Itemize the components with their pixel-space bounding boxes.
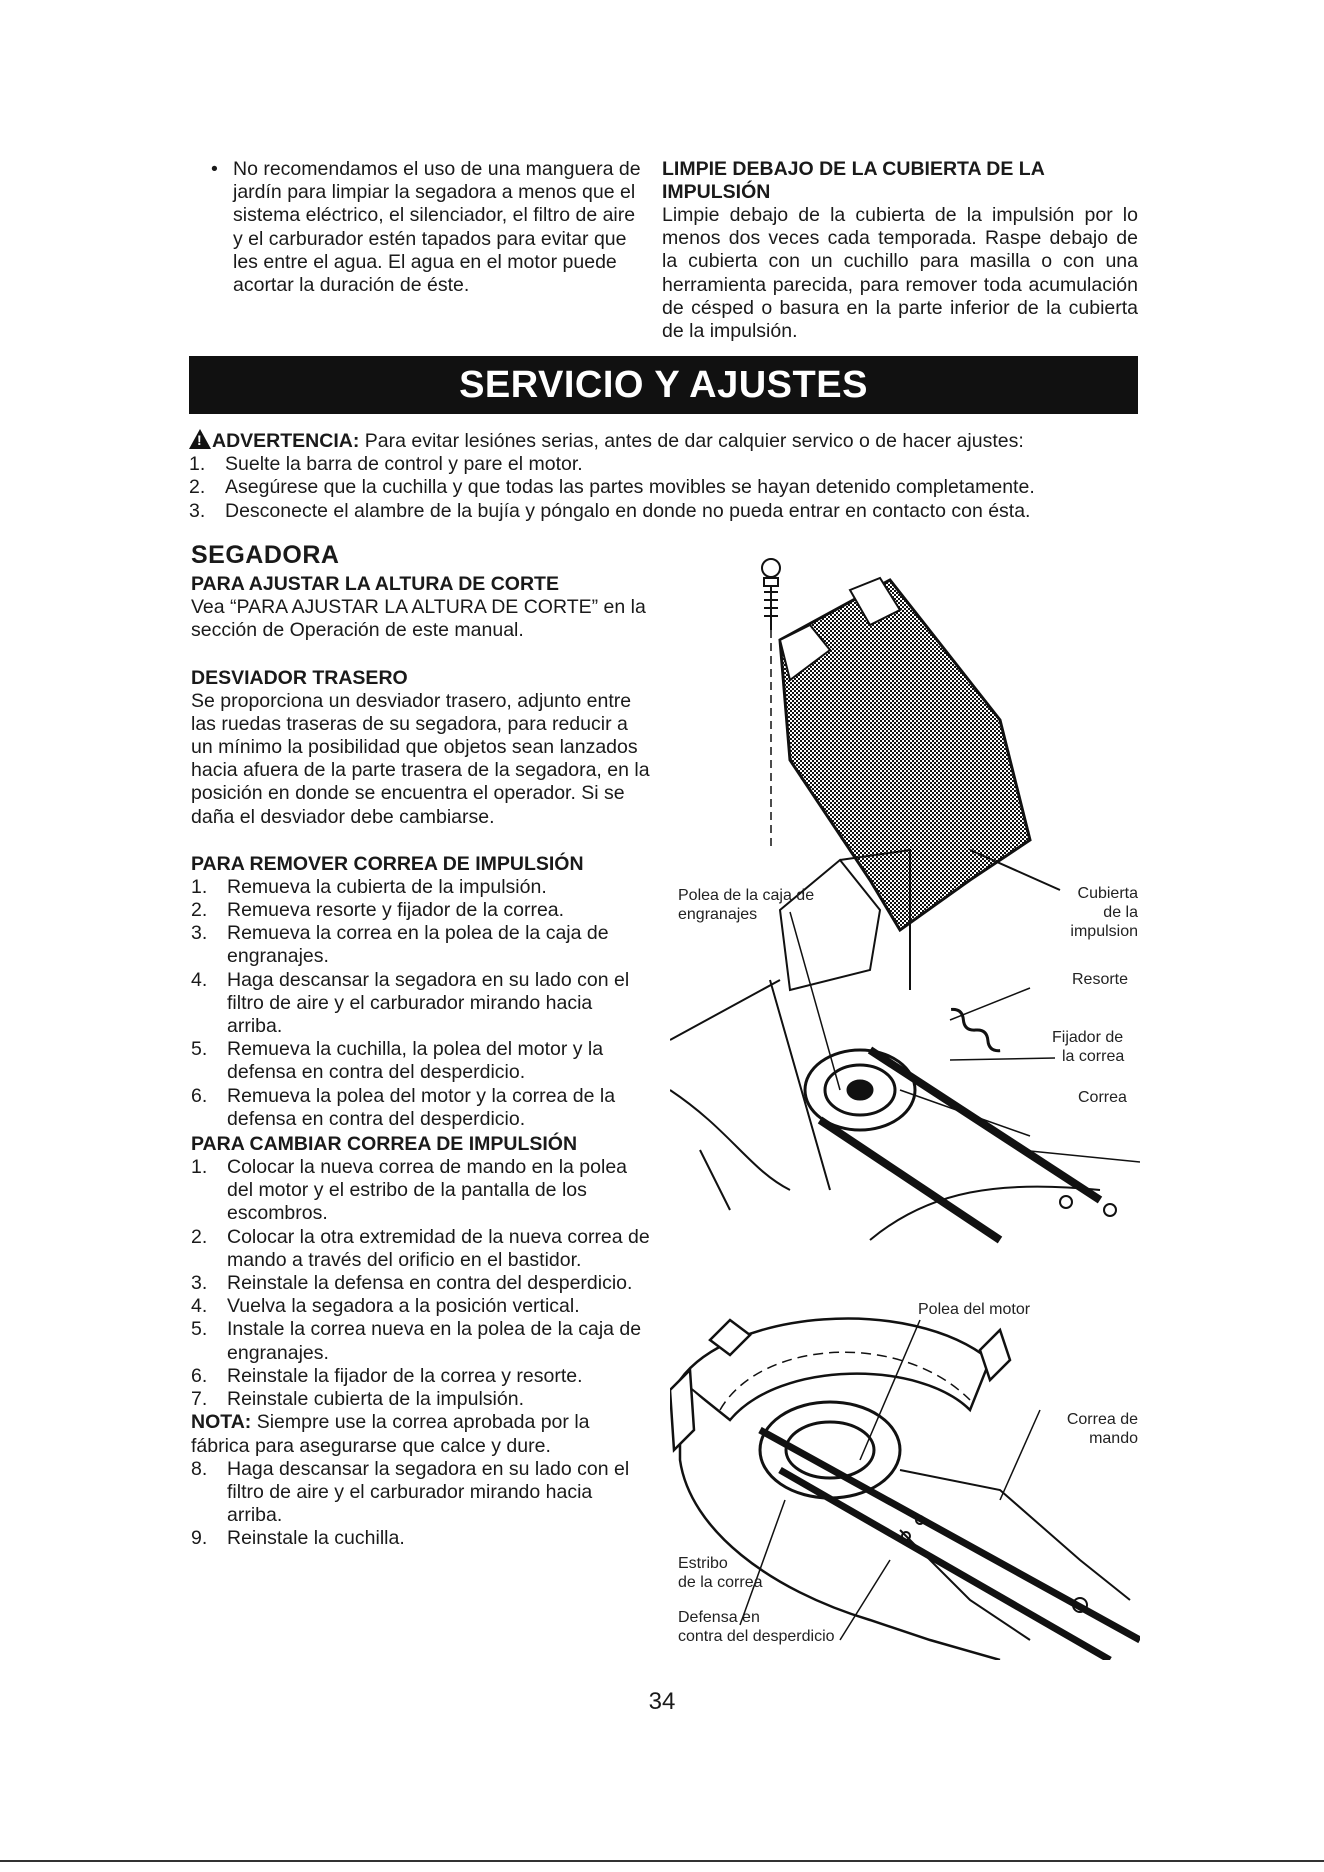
intro-bullet-block xyxy=(205,158,645,297)
belt-label: Correa xyxy=(1078,1089,1127,1106)
spring-shape xyxy=(949,1006,1003,1053)
list-item-text: Remueva la cuchilla, la polea del motor y la defensa en contra del desperdicio. xyxy=(227,1038,604,1084)
list-item-text: Reinstale cubierta de la impulsión. xyxy=(227,1388,524,1411)
list-item xyxy=(189,453,1141,476)
motor-pulley-label: Polea del motor xyxy=(918,1301,1031,1318)
list-item xyxy=(191,1085,651,1131)
drive-belt-label xyxy=(1054,1410,1138,1448)
list-item-number: 3. xyxy=(191,1272,208,1295)
list-item xyxy=(191,1318,651,1364)
list-item-text: Reinstale la defensa en contra del desperdicio. xyxy=(227,1272,633,1295)
debris-shield-illustration xyxy=(670,1300,1140,1660)
mower-column xyxy=(191,541,651,1551)
debris-shield-label xyxy=(678,1608,835,1646)
page-bottom-rule xyxy=(0,1860,1324,1862)
rear-deflector-text: Se proporciona un desviador trasero, adjunto entre las ruedas traseras de su segadora, para reducir a un mínimo la posibilidad que objetos sean lanzados hacia afuera de la parte trasera de la segadora, en la posición en donde se encuentra el operador. Si se daña el desviador debe cambiarse. xyxy=(191,689,650,828)
list-item-number: 2. xyxy=(191,1225,208,1248)
list-item xyxy=(191,1388,651,1411)
height-text: Vea “PARA AJUSTAR LA ALTURA DE CORTE” en la sección de Operación de este manual. xyxy=(191,596,646,642)
list-item xyxy=(191,1226,651,1272)
belt-keeper-label-line1: Fijador de xyxy=(1052,1029,1124,1046)
rear-deflector-heading: DESVIADOR TRASERO xyxy=(191,666,408,689)
intro-bullet-text: • No recomendamos el uso de una manguera de jardín para limpiar la segadora a menos que el sistema eléctrico, el silenciador, el filtro de aire y el carburador estén tapados para evitar que les entre el agua. El agua en el motor puede acortar la duración de éste. xyxy=(205,158,645,297)
remove-belt-heading: PARA REMOVER CORREA DE IMPULSIÓN xyxy=(191,852,584,875)
height-heading: PARA AJUSTAR LA ALTURA DE CORTE xyxy=(191,573,559,596)
list-item-number: 3. xyxy=(191,922,208,945)
belt-keeper-label-line2: la correa xyxy=(1062,1048,1125,1065)
list-item-number: 7. xyxy=(191,1388,208,1411)
drive-belt-label-line2: mando xyxy=(1089,1430,1138,1447)
list-item-number: 2. xyxy=(189,476,206,499)
remove-belt-list xyxy=(191,876,651,1131)
belt-bracket-label xyxy=(678,1554,763,1592)
drive-belt-label-line1: Correa de xyxy=(1066,1411,1138,1428)
list-item-number: 1. xyxy=(191,875,208,898)
belt-bracket-label-line1: Estribo xyxy=(678,1555,728,1572)
drive-cover-label xyxy=(1060,884,1138,941)
list-item-number: 4. xyxy=(191,1295,208,1318)
list-item-text: Colocar la otra extremidad de la nueva correa de mando a través del orificio en el bastidor. xyxy=(227,1225,650,1271)
list-item xyxy=(191,922,651,968)
list-item-text: Colocar la nueva correa de mando en la polea del motor y el estribo de la pantalla de los escombros. xyxy=(227,1156,628,1225)
list-item-number: 2. xyxy=(191,899,208,922)
belt-keeper-label xyxy=(1052,1028,1124,1066)
page-number: 34 xyxy=(648,1688,676,1715)
change-belt-heading: PARA CAMBIAR CORREA DE IMPULSIÓN xyxy=(191,1133,578,1156)
spring-label: Resorte xyxy=(1072,971,1129,988)
drive-cover-label-line3: impulsion xyxy=(1070,923,1138,940)
list-item xyxy=(191,899,651,922)
list-item-text: Reinstale la fijador de la correa y resorte. xyxy=(227,1364,583,1387)
list-item-text: Vuelva la segadora a la posición vertical. xyxy=(227,1295,580,1318)
list-item xyxy=(191,1272,651,1295)
list-item-text: Desconecte el alambre de la bujía y póngalo en donde no pueda entrar en contacto con ésta. xyxy=(225,499,1031,522)
clean-heading: LIMPIE DEBAJO DE LA CUBIERTA DE LA IMPULSIÓN xyxy=(662,158,1045,203)
list-item-text: Asegúrese que la cuchilla y que todas las partes movibles se hayan detenido completamente. xyxy=(225,476,1035,499)
clean-text: Limpie debajo de la cubierta de la impulsión por lo menos dos veces cada temporada. Raspe debajo de la cubierta con un cuchillo para masilla o con una herramienta parecida, para remover toda acumulación de césped o basura en la parte inferior de la cubierta de la impulsión. xyxy=(662,204,1138,343)
warning-triangle-icon xyxy=(189,429,211,449)
list-item-number: 6. xyxy=(191,1364,208,1387)
drive-cover-shape xyxy=(780,578,1030,930)
note-label: NOTA: xyxy=(191,1411,252,1434)
list-item-text: Remueva la correa en la polea de la caja de engranajes. xyxy=(227,922,609,968)
list-item-text: Remueva la polea del motor y la correa de la defensa en contra del desperdicio. xyxy=(227,1084,616,1130)
list-item xyxy=(191,969,651,1039)
gearbox-pulley-label-line1: Polea de la caja de xyxy=(678,887,815,904)
debris-shield-label-line1: Defensa en xyxy=(678,1609,760,1626)
note-paragraph xyxy=(191,1411,651,1457)
list-item-text: Instale la correa nueva en la polea de la caja de engranajes. xyxy=(227,1318,642,1364)
list-item xyxy=(191,1295,651,1318)
drive-cover-label-line2: de la xyxy=(1103,904,1138,921)
list-item-text: Reinstale la cuchilla. xyxy=(227,1527,405,1550)
gearbox-pulley-label xyxy=(678,886,814,924)
list-item xyxy=(191,876,651,899)
list-item-text: Haga descansar la segadora en su lado con el filtro de aire y el carburador mirando hacia arriba. xyxy=(227,1457,630,1527)
section-banner: SERVICIO Y AJUSTES xyxy=(189,356,1138,414)
list-item-text: Suelte la barra de control y pare el motor. xyxy=(225,453,583,476)
warning-list xyxy=(189,453,1141,523)
list-item xyxy=(191,1156,651,1226)
warning-block xyxy=(189,429,1141,523)
list-item-number: 3. xyxy=(189,499,206,522)
bolt-icon xyxy=(762,559,780,630)
list-item-number: 8. xyxy=(191,1457,208,1480)
warning-text: Para evitar lesiónes serias, antes de dar calquier servico o de hacer ajustes: xyxy=(364,430,1024,452)
list-item-number: 5. xyxy=(191,1318,208,1341)
list-item xyxy=(191,1365,651,1388)
note-text: Siempre use la correa aprobada por la fábrica para asegurarse que calce y dure. xyxy=(191,1411,590,1457)
list-item-text: Remueva la cubierta de la impulsión. xyxy=(227,875,547,898)
list-item xyxy=(189,500,1141,523)
gearbox-pulley-label-line2: engranajes xyxy=(678,906,758,923)
drive-cover-label-line1: Cubierta xyxy=(1077,885,1138,902)
warning-line xyxy=(189,429,1141,453)
list-item-text: Haga descansar la segadora en su lado con el filtro de aire y el carburador mirando hacia arriba. xyxy=(227,968,630,1038)
list-item-number: 6. xyxy=(191,1084,208,1107)
warning-label: ADVERTENCIA: xyxy=(212,430,360,452)
mower-heading: SEGADORA xyxy=(191,541,340,569)
list-item xyxy=(191,1038,651,1084)
list-item-number: 4. xyxy=(191,968,208,991)
clean-section xyxy=(662,158,1138,343)
belt-bracket-label-line2: de la correa xyxy=(678,1574,763,1591)
list-item-number: 1. xyxy=(189,453,206,476)
list-item-text: Remueva resorte y fijador de la correa. xyxy=(227,899,565,922)
list-item xyxy=(189,476,1141,499)
list-item-number: 9. xyxy=(191,1527,208,1550)
change-belt-list-continued xyxy=(191,1458,651,1551)
list-item xyxy=(191,1458,651,1528)
list-item xyxy=(191,1527,651,1550)
debris-shield-label-line2: contra del desperdicio xyxy=(678,1628,835,1645)
change-belt-list xyxy=(191,1156,651,1411)
list-item-number: 5. xyxy=(191,1038,208,1061)
list-item-number: 1. xyxy=(191,1156,208,1179)
